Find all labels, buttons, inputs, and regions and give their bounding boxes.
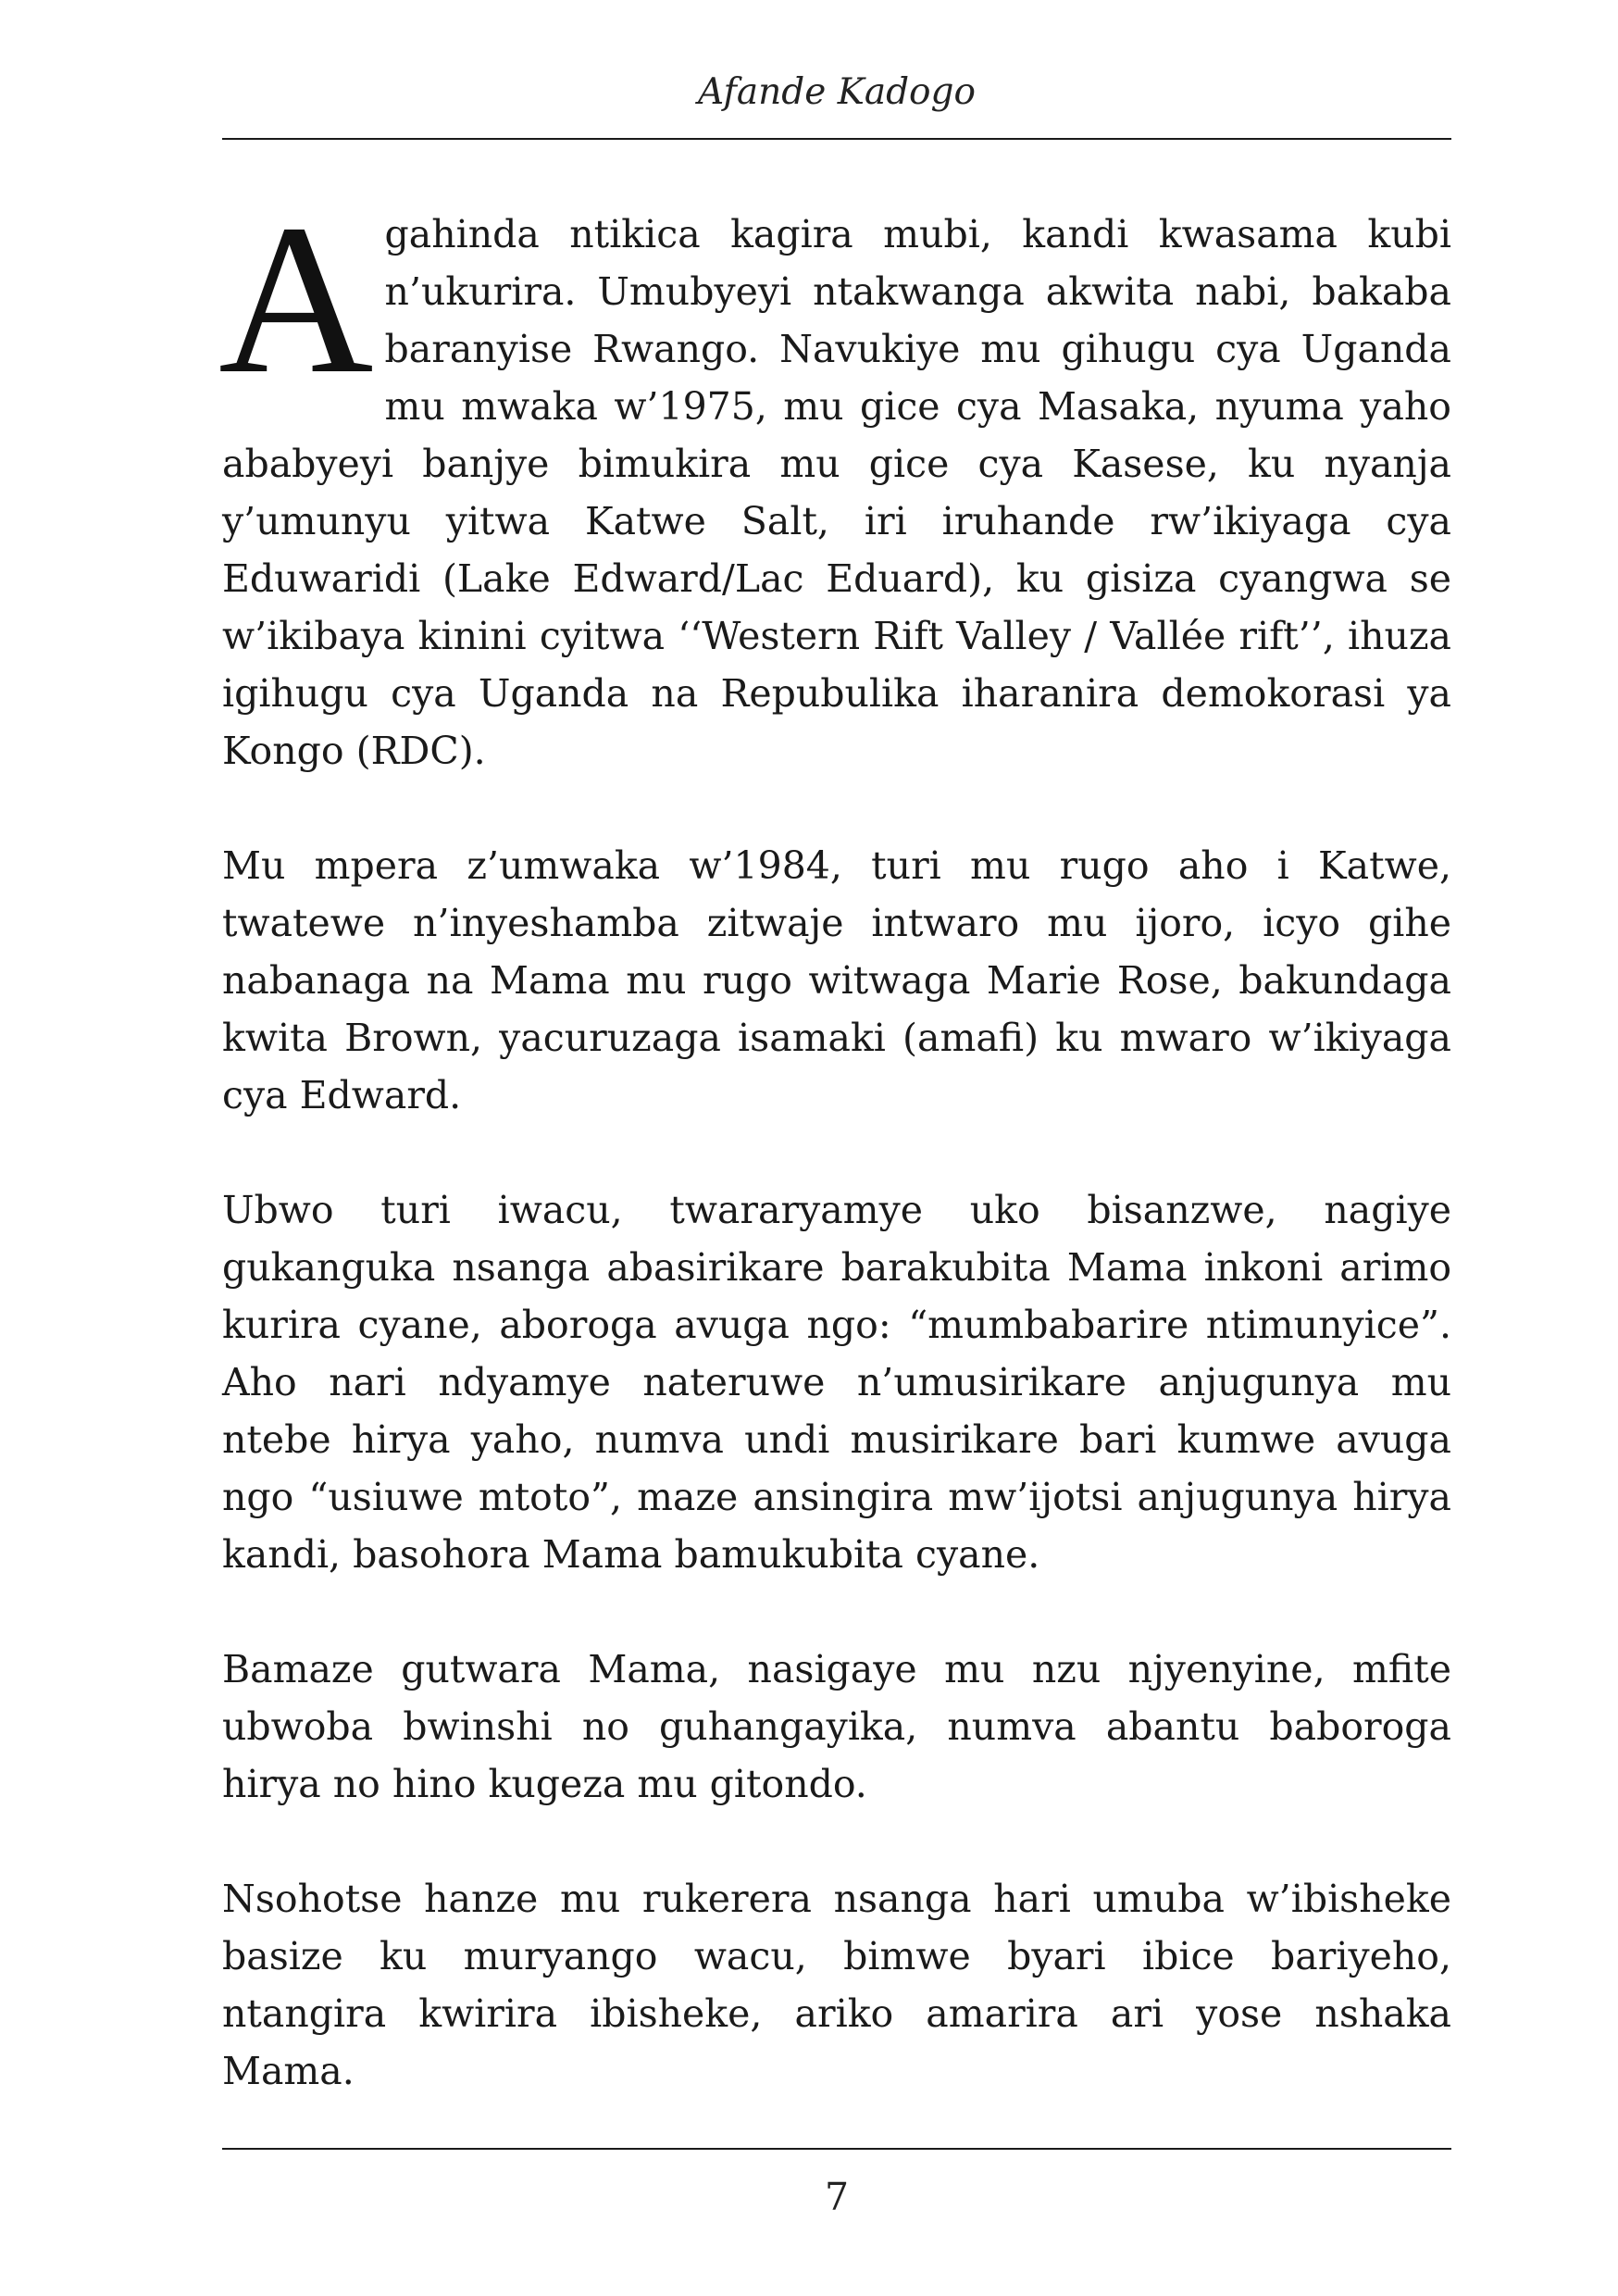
paragraph-1-text: gahinda ntikica kagira mubi, kandi kwasama kubi n’ukurira. Umubyeyi ntakwanga akwita nabi, bakaba baranyise Rwango. Navukiye mu gihugu cya Uganda mu mwaka w’1975, mu gice cya Masaka, nyuma yaho ababyeyi banjye bimukira mu gice cya Kasese, ku nyanja y’umunyu yitwa Katwe Salt, iri iruhande rw’ikiyaga cya Eduwaridi (Lake Edward/Lac Eduard), ku gisiza cyangwa se w’ikibaya kinini cyitwa ‘‘Western Rift Valley / Vallée rift’’, ihuza igihugu cya Uganda na Repubulika iharanira demokorasi ya Kongo (RDC). <box>222 212 1451 773</box>
paragraph-1 <box>218 181 1451 780</box>
paragraph-4: Bamaze gutwara Mama, nasigaye mu nzu njyenyine, mfite ubwoba bwinshi no guhangayika, numva abantu baboroga hirya no hino kugeza mu gitondo. <box>222 1647 1451 1806</box>
header-divider <box>222 138 1451 140</box>
paragraph-2: Mu mpera z’umwaka w’1984, turi mu rugo aho i Katwe, twatewe n’inyeshamba zitwaje intwaro mu ijoro, icyo gihe nabanaga na Mama mu rugo witwaga Marie Rose, bakundaga kwita Brown, yacuruzaga isamaki (amafi) ku mwaro w’ikiyaga cya Edward. <box>222 843 1451 1117</box>
drop-cap: A <box>218 181 374 418</box>
paragraph-3: Ubwo turi iwacu, twararyamye uko bisanzwe, nagiye gukanguka nsanga abasirikare barakubita Mama inkoni arimo kurira cyane, aboroga avuga ngo: “mumbabarire ntimunyice”. Aho nari ndyamye nateruwe n’umusirikare anjugunya mu ntebe hirya yaho, numva undi musirikare bari kumwe avuga ngo “usiuwe mtoto”, maze ansingira mw’ijotsi anjugunya hirya kandi, basohora Mama bamukubita cyane. <box>222 1188 1451 1577</box>
page-number: 7 <box>824 2175 850 2219</box>
footer-divider <box>222 2148 1451 2150</box>
body-text <box>218 181 1451 2157</box>
running-header: Afande Kadogo <box>697 71 976 113</box>
paragraph-5: Nsohotse hanze mu rukerera nsanga hari umuba w’ibisheke basize ku muryango wacu, bimwe byari ibice bariyeho, ntangira kwirira ibisheke, ariko amarira ari yose nshaka Mama. <box>222 1877 1451 2093</box>
